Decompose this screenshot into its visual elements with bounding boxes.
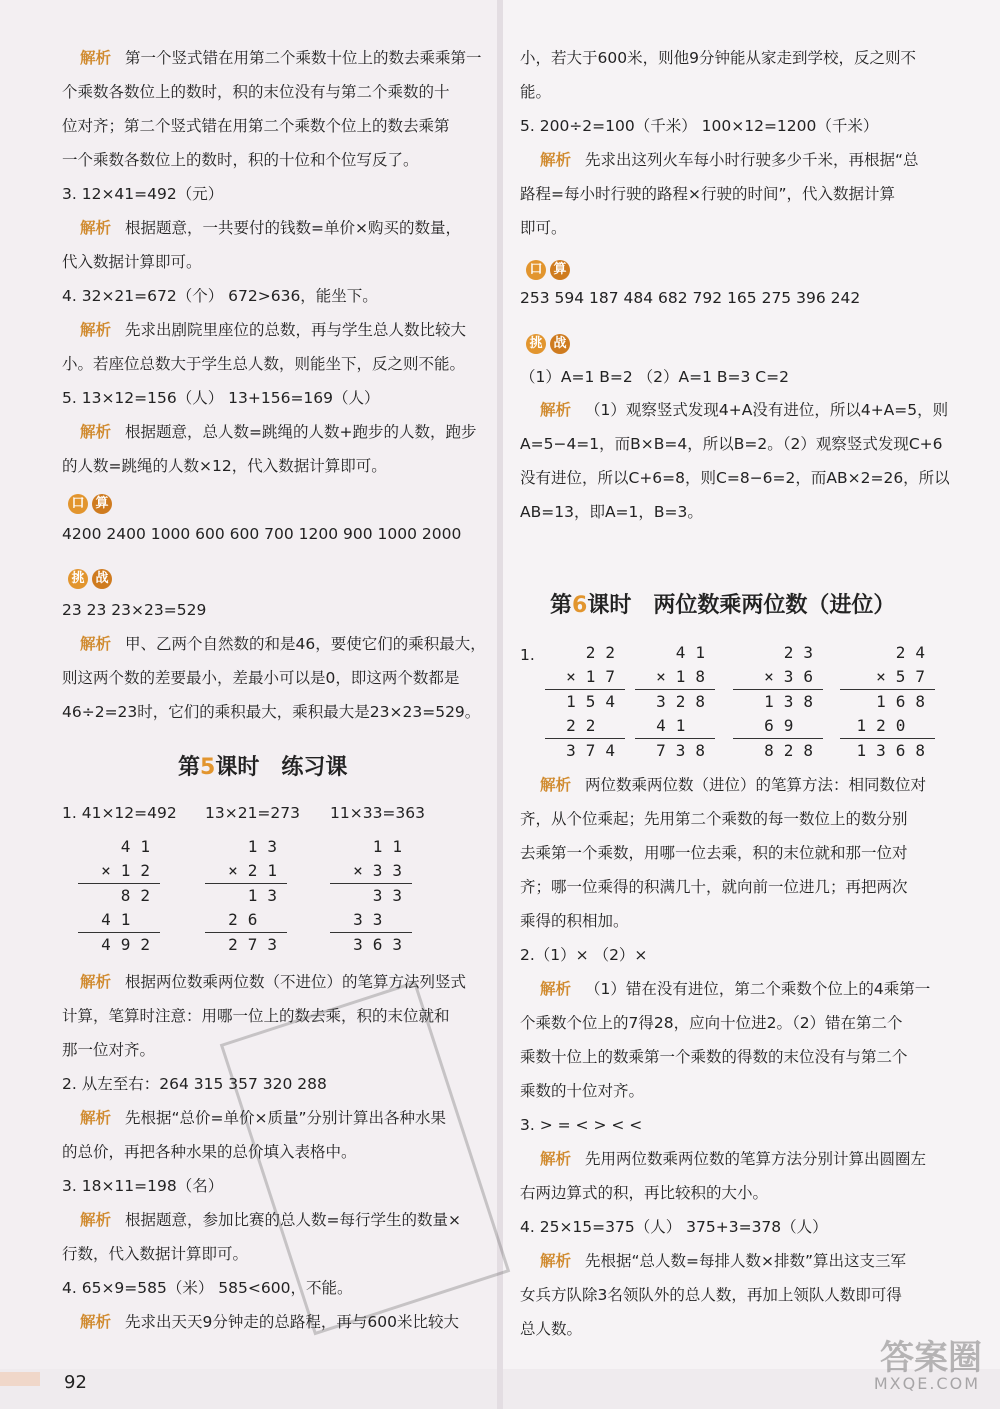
heading-num: 5 — [200, 755, 216, 780]
vertical-multiplication — [330, 835, 412, 957]
analysis-tag: 解析 — [80, 635, 112, 653]
vertical-multiplication — [545, 641, 625, 763]
text-line — [62, 666, 459, 690]
line-text: 去乘第一个乘数，用哪一位去乘，积的末位就和那一位对 — [520, 844, 908, 862]
line-text: 一个乘数各数位上的数时，积的十位和个位写反了。 — [62, 151, 419, 169]
analysis-line — [540, 977, 930, 1001]
line-text: 先求出这列火车每小时行驶多少千米，再根据“总 — [585, 151, 919, 169]
calc-row: 13 — [247, 837, 287, 856]
text-line — [62, 454, 387, 478]
line-text: 总人数。 — [520, 1320, 583, 1338]
analysis-tag: 解析 — [540, 1252, 572, 1270]
analysis-tag: 解析 — [80, 321, 112, 339]
calc-title: 11×33=363 — [330, 804, 426, 822]
analysis-line — [80, 216, 461, 240]
text-line — [520, 807, 908, 831]
line-text: 右两边算式的积，再比较积的大小。 — [520, 1184, 769, 1202]
heading-post: 课时 练习课 — [215, 755, 348, 780]
calc-row: 374 — [545, 738, 625, 763]
calc-row: ×36 — [764, 667, 823, 686]
analysis-tag: 解析 — [80, 423, 112, 441]
line-text: 两位数乘两位数（进位）的笔算方法：相同数位对 — [585, 776, 927, 794]
line-text: 女兵方队除3名领队外的总人数，再加上领队人数即可得 — [520, 1286, 902, 1304]
tiaozhan-badge — [520, 330, 576, 358]
calc-row: ×12 — [101, 861, 160, 880]
calc-row: 363 — [330, 932, 412, 957]
badge-char: 口 — [68, 494, 88, 514]
calc-row: 33 — [330, 883, 412, 908]
line-text: 乘数十位上的数乘第一个乘数的得数的末位没有与第二个 — [520, 1048, 908, 1066]
text-line — [520, 909, 629, 933]
line-text: 甲、乙两个自然数的和是46，要使它们的乘积最大， — [125, 635, 486, 653]
text-line — [520, 943, 647, 967]
text-line — [520, 80, 551, 104]
text-line — [62, 386, 380, 410]
analysis-tag: 解析 — [80, 49, 112, 67]
text-line — [520, 1011, 903, 1035]
text-line — [520, 1215, 828, 1239]
analysis-tag: 解析 — [540, 151, 572, 169]
text-line — [62, 1242, 248, 1266]
line-text: 即可。 — [520, 219, 567, 237]
line-text: 2. 从左至右：264 315 357 320 288 — [62, 1075, 327, 1093]
calc-row: ×21 — [228, 861, 287, 880]
line-text: 个乘数各数位上的数时，积的末位没有与第二个乘数的十 — [62, 83, 450, 101]
heading-post: 课时 两位数乘两位数（进位） — [587, 593, 896, 618]
badge-char: 挑 — [68, 569, 88, 589]
analysis-line — [80, 420, 477, 444]
line-text: 个乘数个位上的7得28，应向十位进2。（2）错在第二个 — [520, 1014, 903, 1032]
text-line — [62, 114, 450, 138]
calc-row: ×18 — [656, 667, 715, 686]
line-text: （1）错在没有进位，第二个乘数个位上的4乘第一 — [585, 980, 931, 998]
badge-char: 口 — [526, 260, 546, 280]
line-text: AB=13，即A=1，B=3。 — [520, 503, 703, 521]
tiaozhan-answers: （1）A=1 B=2 （2）A=1 B=3 C=2 — [520, 368, 789, 386]
calc-row: 138 — [733, 689, 823, 714]
line-text: 4. 65×9=585（米） 585<600，不能。 — [62, 1279, 353, 1297]
line-text: 的总价，再把各种水果的总价填入表格中。 — [62, 1143, 357, 1161]
line-text: 没有进位，所以C+6=8，则C=8−6=2，而AB×2=26，所以 — [520, 469, 950, 487]
analysis-line — [540, 398, 948, 422]
text-line — [520, 1283, 902, 1307]
text-line — [520, 216, 567, 240]
calc-row: ×57 — [876, 667, 935, 686]
vertical-multiplication — [78, 835, 160, 957]
line-text: 先根据“总价=单价×质量”分别计算出各种水果 — [125, 1109, 447, 1127]
line-text: 3. 12×41=492（元） — [62, 185, 224, 203]
analysis-line — [540, 1249, 906, 1273]
line-text: 先求出天天9分钟走的总路程，再与600米比较大 — [125, 1313, 459, 1331]
text-line — [520, 1317, 582, 1341]
line-text: 根据题意，参加比赛的总人数=每行学生的数量× — [125, 1211, 461, 1229]
vertical-multiplication — [205, 835, 287, 957]
line-text: 先根据“总人数=每排人数×排数”算出这支三军 — [585, 1252, 907, 1270]
line-text: 4. 32×21=672（个） 672>636，能坐下。 — [62, 287, 378, 305]
calc-row: 11 — [372, 837, 412, 856]
calc-row: 82 — [78, 883, 160, 908]
calc-row: 23 — [783, 643, 823, 662]
kousuan-answers: 253 594 187 484 682 792 165 275 396 242 — [520, 289, 861, 307]
line-text: 小，若大于600米，则他9分钟能从家走到学校，反之则不 — [520, 49, 916, 67]
calc-title: 1. 41×12=492 — [62, 804, 177, 822]
line-text: 3. 18×11=198（名） — [62, 1177, 224, 1195]
line-text: 那一位对齐。 — [62, 1041, 156, 1059]
line-text: 则这两个数的差要最小，差最小可以是0，即这两个数都是 — [62, 669, 460, 687]
calc-row: 22 — [585, 643, 625, 662]
analysis-tag: 解析 — [80, 973, 112, 991]
calc-row: 41 — [101, 910, 160, 929]
text-line — [520, 1181, 768, 1205]
analysis-tag: 解析 — [540, 401, 572, 419]
text-line — [62, 700, 480, 724]
calc-row: 328 — [635, 689, 715, 714]
calc-row: 41 — [656, 716, 715, 735]
line-text: 计算，笔算时注意：用哪一位上的数去乘，积的末位就和 — [62, 1007, 450, 1025]
analysis-line — [80, 1310, 459, 1334]
calc-row: 828 — [733, 738, 823, 763]
badge-char: 算 — [92, 494, 112, 514]
watermark-logo: 答案圈 — [880, 1338, 982, 1378]
calc-label: 1. — [520, 646, 535, 664]
text-line — [62, 148, 419, 172]
calc-row: 26 — [228, 910, 287, 929]
line-text: 46÷2=23时，它们的乘积最大，乘积最大是23×23=529。 — [62, 703, 481, 721]
line-text: 代入数据计算即可。 — [62, 253, 202, 271]
heading-pre: 第 — [178, 755, 201, 780]
analysis-tag: 解析 — [80, 1313, 112, 1331]
analysis-tag: 解析 — [540, 1150, 572, 1168]
analysis-tag: 解析 — [540, 776, 572, 794]
analysis-line — [80, 46, 482, 70]
analysis-tag: 解析 — [540, 980, 572, 998]
analysis-line — [540, 148, 919, 172]
vertical-multiplication — [840, 641, 935, 763]
calc-row: 168 — [840, 689, 935, 714]
analysis-tag: 解析 — [80, 1109, 112, 1127]
tiaozhan-answers: 23 23 23×23=529 — [62, 601, 207, 619]
analysis-line — [540, 773, 926, 797]
line-text: 根据题意，总人数=跳绳的人数+跑步的人数，跑步 — [125, 423, 477, 441]
badge-char: 战 — [92, 569, 112, 589]
text-line — [520, 1045, 908, 1069]
line-text: 齐，从个位乘起；先用第二个乘数的每一数位上的数分别 — [520, 810, 908, 828]
badge-char: 挑 — [526, 334, 546, 354]
calc-row: 41 — [675, 643, 715, 662]
text-line — [62, 182, 223, 206]
text-line — [520, 182, 895, 206]
calc-row: 69 — [764, 716, 823, 735]
line-text: 根据题意，一共要付的钱数=单价×购买的数量， — [125, 219, 461, 237]
calc-row: ×17 — [566, 667, 625, 686]
text-line — [520, 114, 878, 138]
lesson-heading — [550, 588, 895, 619]
calc-row: 273 — [205, 932, 287, 957]
line-text: 2.（1）× （2）× — [520, 946, 648, 964]
calc-row: 492 — [78, 932, 160, 957]
text-line — [520, 841, 908, 865]
page-number: 92 — [64, 1372, 87, 1393]
line-text: 路程=每小时行驶的路程×行驶的时间”，代入数据计算 — [520, 185, 896, 203]
analysis-tag: 解析 — [80, 219, 112, 237]
vertical-multiplication — [635, 641, 715, 763]
text-line — [520, 500, 703, 524]
text-line — [62, 250, 202, 274]
line-text: 3. > = < > < < — [520, 1116, 643, 1134]
line-text: 位对齐；第二个竖式错在用第二个乘数个位上的数去乘第 — [62, 117, 450, 135]
calc-row: 22 — [566, 716, 625, 735]
line-text: 乘得的积相加。 — [520, 912, 629, 930]
calc-row: 154 — [545, 689, 625, 714]
line-text: 乘数的十位对齐。 — [520, 1082, 645, 1100]
analysis-line — [540, 1147, 926, 1171]
lesson-heading — [178, 750, 347, 781]
line-text: 5. 13×12=156（人） 13+156=169（人） — [62, 389, 380, 407]
calc-row: 738 — [635, 738, 715, 763]
badge-char: 战 — [550, 334, 570, 354]
line-text: 4. 25×15=375（人） 375+3=378（人） — [520, 1218, 828, 1236]
kousuan-answers: 4200 2400 1000 600 600 700 1200 900 1000 2000 — [62, 525, 462, 543]
text-line — [520, 1079, 644, 1103]
text-line — [520, 46, 916, 70]
calc-row: 33 — [353, 910, 412, 929]
tiaozhan-badge — [62, 565, 118, 593]
analysis-line — [80, 318, 466, 342]
text-line — [520, 875, 908, 899]
kousuan-badge — [520, 256, 576, 284]
text-line — [62, 1174, 223, 1198]
line-text: 先求出剧院里座位的总数，再与学生总人数比较大 — [125, 321, 467, 339]
analysis-line — [80, 632, 486, 656]
watermark-url: MXQE.COM — [873, 1374, 980, 1393]
line-text: 行数，代入数据计算即可。 — [62, 1245, 249, 1263]
text-line — [520, 466, 950, 490]
calc-row: 120 — [856, 716, 935, 735]
column-divider — [497, 0, 503, 1409]
line-text: 能。 — [520, 83, 552, 101]
page-edge-mark — [0, 1372, 40, 1386]
badge-char: 算 — [550, 260, 570, 280]
text-line — [62, 1038, 155, 1062]
text-line — [62, 352, 465, 376]
line-text: 根据两位数乘两位数（不进位）的笔算方法列竖式 — [125, 973, 467, 991]
calc-row: ×33 — [353, 861, 412, 880]
kousuan-badge — [62, 490, 118, 518]
text-line — [62, 284, 378, 308]
text-line — [62, 80, 450, 104]
calc-row: 1368 — [840, 738, 935, 763]
line-text: A=5−4=1，而B×B=4，所以B=2。（2）观察竖式发现C+6 — [520, 435, 943, 453]
line-text: 齐；哪一位乘得的积满几十，就向前一位进几；再把两次 — [520, 878, 908, 896]
line-text: 小。若座位总数大于学生总人数，则能坐下，反之则不能。 — [62, 355, 466, 373]
line-text: 5. 200÷2=100（千米） 100×12=1200（千米） — [520, 117, 879, 135]
line-text: （1）观察竖式发现4+A没有进位，所以4+A=5，则 — [585, 401, 949, 419]
text-line — [520, 432, 943, 456]
calc-title: 13×21=273 — [205, 804, 301, 822]
calc-row: 24 — [895, 643, 935, 662]
line-text: 先用两位数乘两位数的笔算方法分别计算出圆圈左 — [585, 1150, 927, 1168]
text-line — [520, 1113, 642, 1137]
heading-num: 6 — [572, 593, 588, 618]
calc-row: 41 — [120, 837, 160, 856]
calc-row: 13 — [205, 883, 287, 908]
vertical-multiplication — [733, 641, 823, 763]
analysis-tag: 解析 — [80, 1211, 112, 1229]
line-text: 的人数=跳绳的人数×12，代入数据计算即可。 — [62, 457, 387, 475]
line-text: 第一个竖式错在用第二个乘数十位上的数去乘乘第一 — [125, 49, 482, 67]
heading-pre: 第 — [550, 593, 573, 618]
